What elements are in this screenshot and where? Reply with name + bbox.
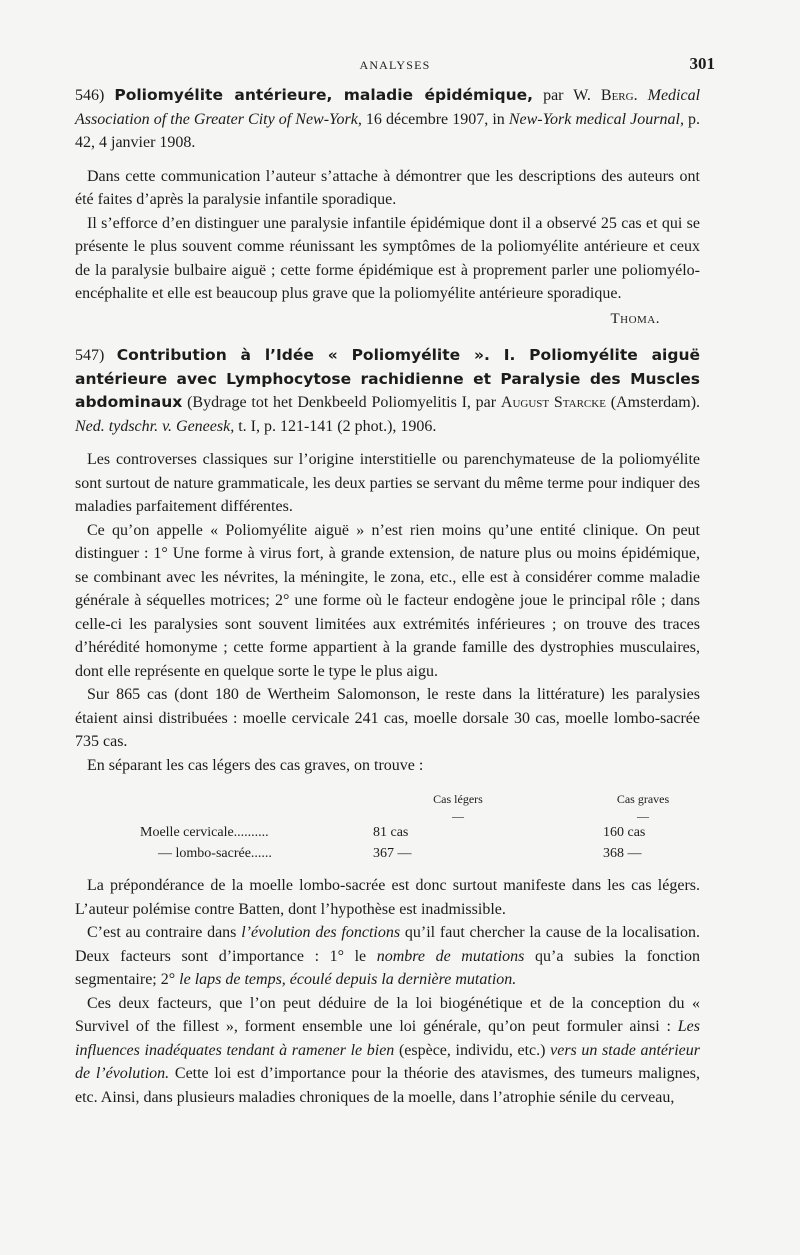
text-run: Cette loi est d’importance pour la théorie des atavismes, des tumeurs malignes, etc. Ainsi, dans plusieurs maladies chroniques de la moelle, dans l’atrophie sénile du cerveau, xyxy=(75,1065,701,1106)
cases-table xyxy=(140,789,683,864)
header-dash: — xyxy=(637,809,649,823)
text-run: qu’a subies la fonction segmentaire; 2° xyxy=(75,947,701,988)
paragraph: Ce qu’on appelle « Poliomyélite aiguë » n’est rien moins qu’une entité clinique. On peut distinguer : 1° Une forme à virus fort, à grande extension, de nature plus ou moins épidémique, se combinant avec les névrites, la méningite, le zona, etc., elle est à considérer comme maladie générale à séquelles motrices; 2° une forme où le facteur endogène joue le principal rôle ; dans celle-ci les paralysies sont souvent limitées aux extrémités inférieures ; on trouve des traces d’hérédité homonyme ; cette forme appartient à la grande famille des dystrophies musculaires, dont elle représente en quelque sorte le type le plus aigu. xyxy=(75,521,700,680)
column-header-severe: Cas graves xyxy=(616,792,670,806)
citation-text: p. 42, 4 janvier 1908. xyxy=(75,110,701,151)
journal-name: Ned. tydschr. v. Geneesk, xyxy=(75,417,235,435)
table-row xyxy=(140,822,683,843)
author-name: August Starcke xyxy=(500,394,606,411)
table-dash-row xyxy=(140,810,683,822)
table-row xyxy=(140,843,683,864)
paragraph: Les controverses classiques sur l’origine interstitielle ou parenchymateuse de la poliomyélite sont surtout de nature grammaticale, les deux parties se servant du même terme pour indiquer des maladies parfaitement différentes. xyxy=(75,451,700,515)
citation-text: (Amsterdam). xyxy=(610,394,701,411)
entry-546-heading xyxy=(75,84,700,155)
journal-name: Medical Association of the Greater City of New-York, xyxy=(75,87,701,128)
emphasis-text: vers un stade antérieur de l’évolution. xyxy=(75,1041,701,1082)
cell-severe: 160 cas xyxy=(603,825,646,840)
text-run: qu’il faut chercher la cause de la localisation. Deux facteurs sont d’importance : 1° le xyxy=(75,924,701,965)
entry-title: Poliomyélite antérieure, maladie épidémique, xyxy=(114,86,534,104)
paragraph: Il s’efforce d’en distinguer une paralysie infantile épidémique dont il a observé 25 cas et qui se présente le plus souvent comme réunissant les symptômes de la poliomyélite antérieure et ceux de la paralysie bulbaire aiguë ; cette forme épidémique est à proprement parler une poliomyélo-encéphalite et elle est beaucoup plus grave que la poliomyélite antérieure sporadique. xyxy=(75,214,700,302)
running-head: ANALYSES xyxy=(359,58,431,72)
entry-number: 546) xyxy=(75,87,105,104)
cell-light: 81 cas xyxy=(373,825,409,840)
reviewer-signature: Thoma. xyxy=(610,310,660,327)
author-name: Berg. xyxy=(600,87,638,104)
entry-547-heading xyxy=(75,344,700,438)
cell-light: 367 — xyxy=(373,846,412,861)
emphasis-text: nombre de mutations xyxy=(376,947,525,965)
emphasis-text: le laps de temps, écoulé depuis la dernière mutation. xyxy=(179,971,517,988)
text-run: Ces deux facteurs, que l’on peut déduire de la loi biogénétique et de la conception du « Survivel of the fillest », forment ensemble une loi générale, qu’on peut formuler ainsi : xyxy=(75,994,700,1035)
entry-number: 547) xyxy=(75,347,105,364)
paragraph: Sur 865 cas (dont 180 de Wertheim Salomonson, le reste dans la littérature) les paralysies étaient ainsi distribuées : moelle cervicale 241 cas, moelle dorsale 30 cas, moelle lombo-sacrée 735 cas. xyxy=(75,686,700,750)
cell-severe: 368 — xyxy=(603,846,642,861)
citation-text: 16 décembre 1907, in xyxy=(365,110,505,128)
text-run: C’est au contraire dans xyxy=(87,924,237,941)
entry-546 xyxy=(75,84,700,331)
row-label: — lombo-sacrée...... xyxy=(158,846,272,861)
header-dash: — xyxy=(452,809,464,823)
citation-text: t. I, p. 121-141 (2 phot.), 1906. xyxy=(238,417,437,435)
paragraph xyxy=(75,921,700,992)
column-header-light: Cas légers xyxy=(433,792,483,806)
paragraph: Dans cette communication l’auteur s’attache à démontrer que les descriptions des auteurs ont été faites d’après la paralysie infantile sporadique. xyxy=(75,167,700,208)
paragraph xyxy=(75,992,700,1110)
text-run: (espèce, individu, etc.) xyxy=(398,1041,546,1059)
journal-name: New-York medical Journal, xyxy=(508,110,684,128)
paragraph: En séparant les cas légers des cas graves, on trouve : xyxy=(87,756,424,774)
citation-text: (Bydrage tot het Denkbeeld Poliomyelitis I, par xyxy=(187,394,497,411)
emphasis-text: Les influences inadéquates tendant à ramener le bien xyxy=(75,1018,701,1059)
paragraph: La prépondérance de la moelle lombo-sacrée est donc surtout manifeste dans les cas légers. L’auteur polémise contre Batten, dont l’hypothèse est inadmissible. xyxy=(75,877,700,918)
entry-title: Contribution à l’Idée « Poliomyélite ». I. Poliomyélite aiguë antérieure avec Lymphocytose rachidienne et Paralysie des Muscles abdominaux xyxy=(75,346,701,411)
row-label: Moelle cervicale.......... xyxy=(140,825,269,840)
entry-547 xyxy=(75,344,700,1109)
emphasis-text: l’évolution des fonctions xyxy=(241,924,401,941)
table-header-row xyxy=(140,789,683,810)
citation-text: par W. xyxy=(543,87,591,104)
page-header xyxy=(75,54,715,76)
page-number: 301 xyxy=(689,54,715,73)
